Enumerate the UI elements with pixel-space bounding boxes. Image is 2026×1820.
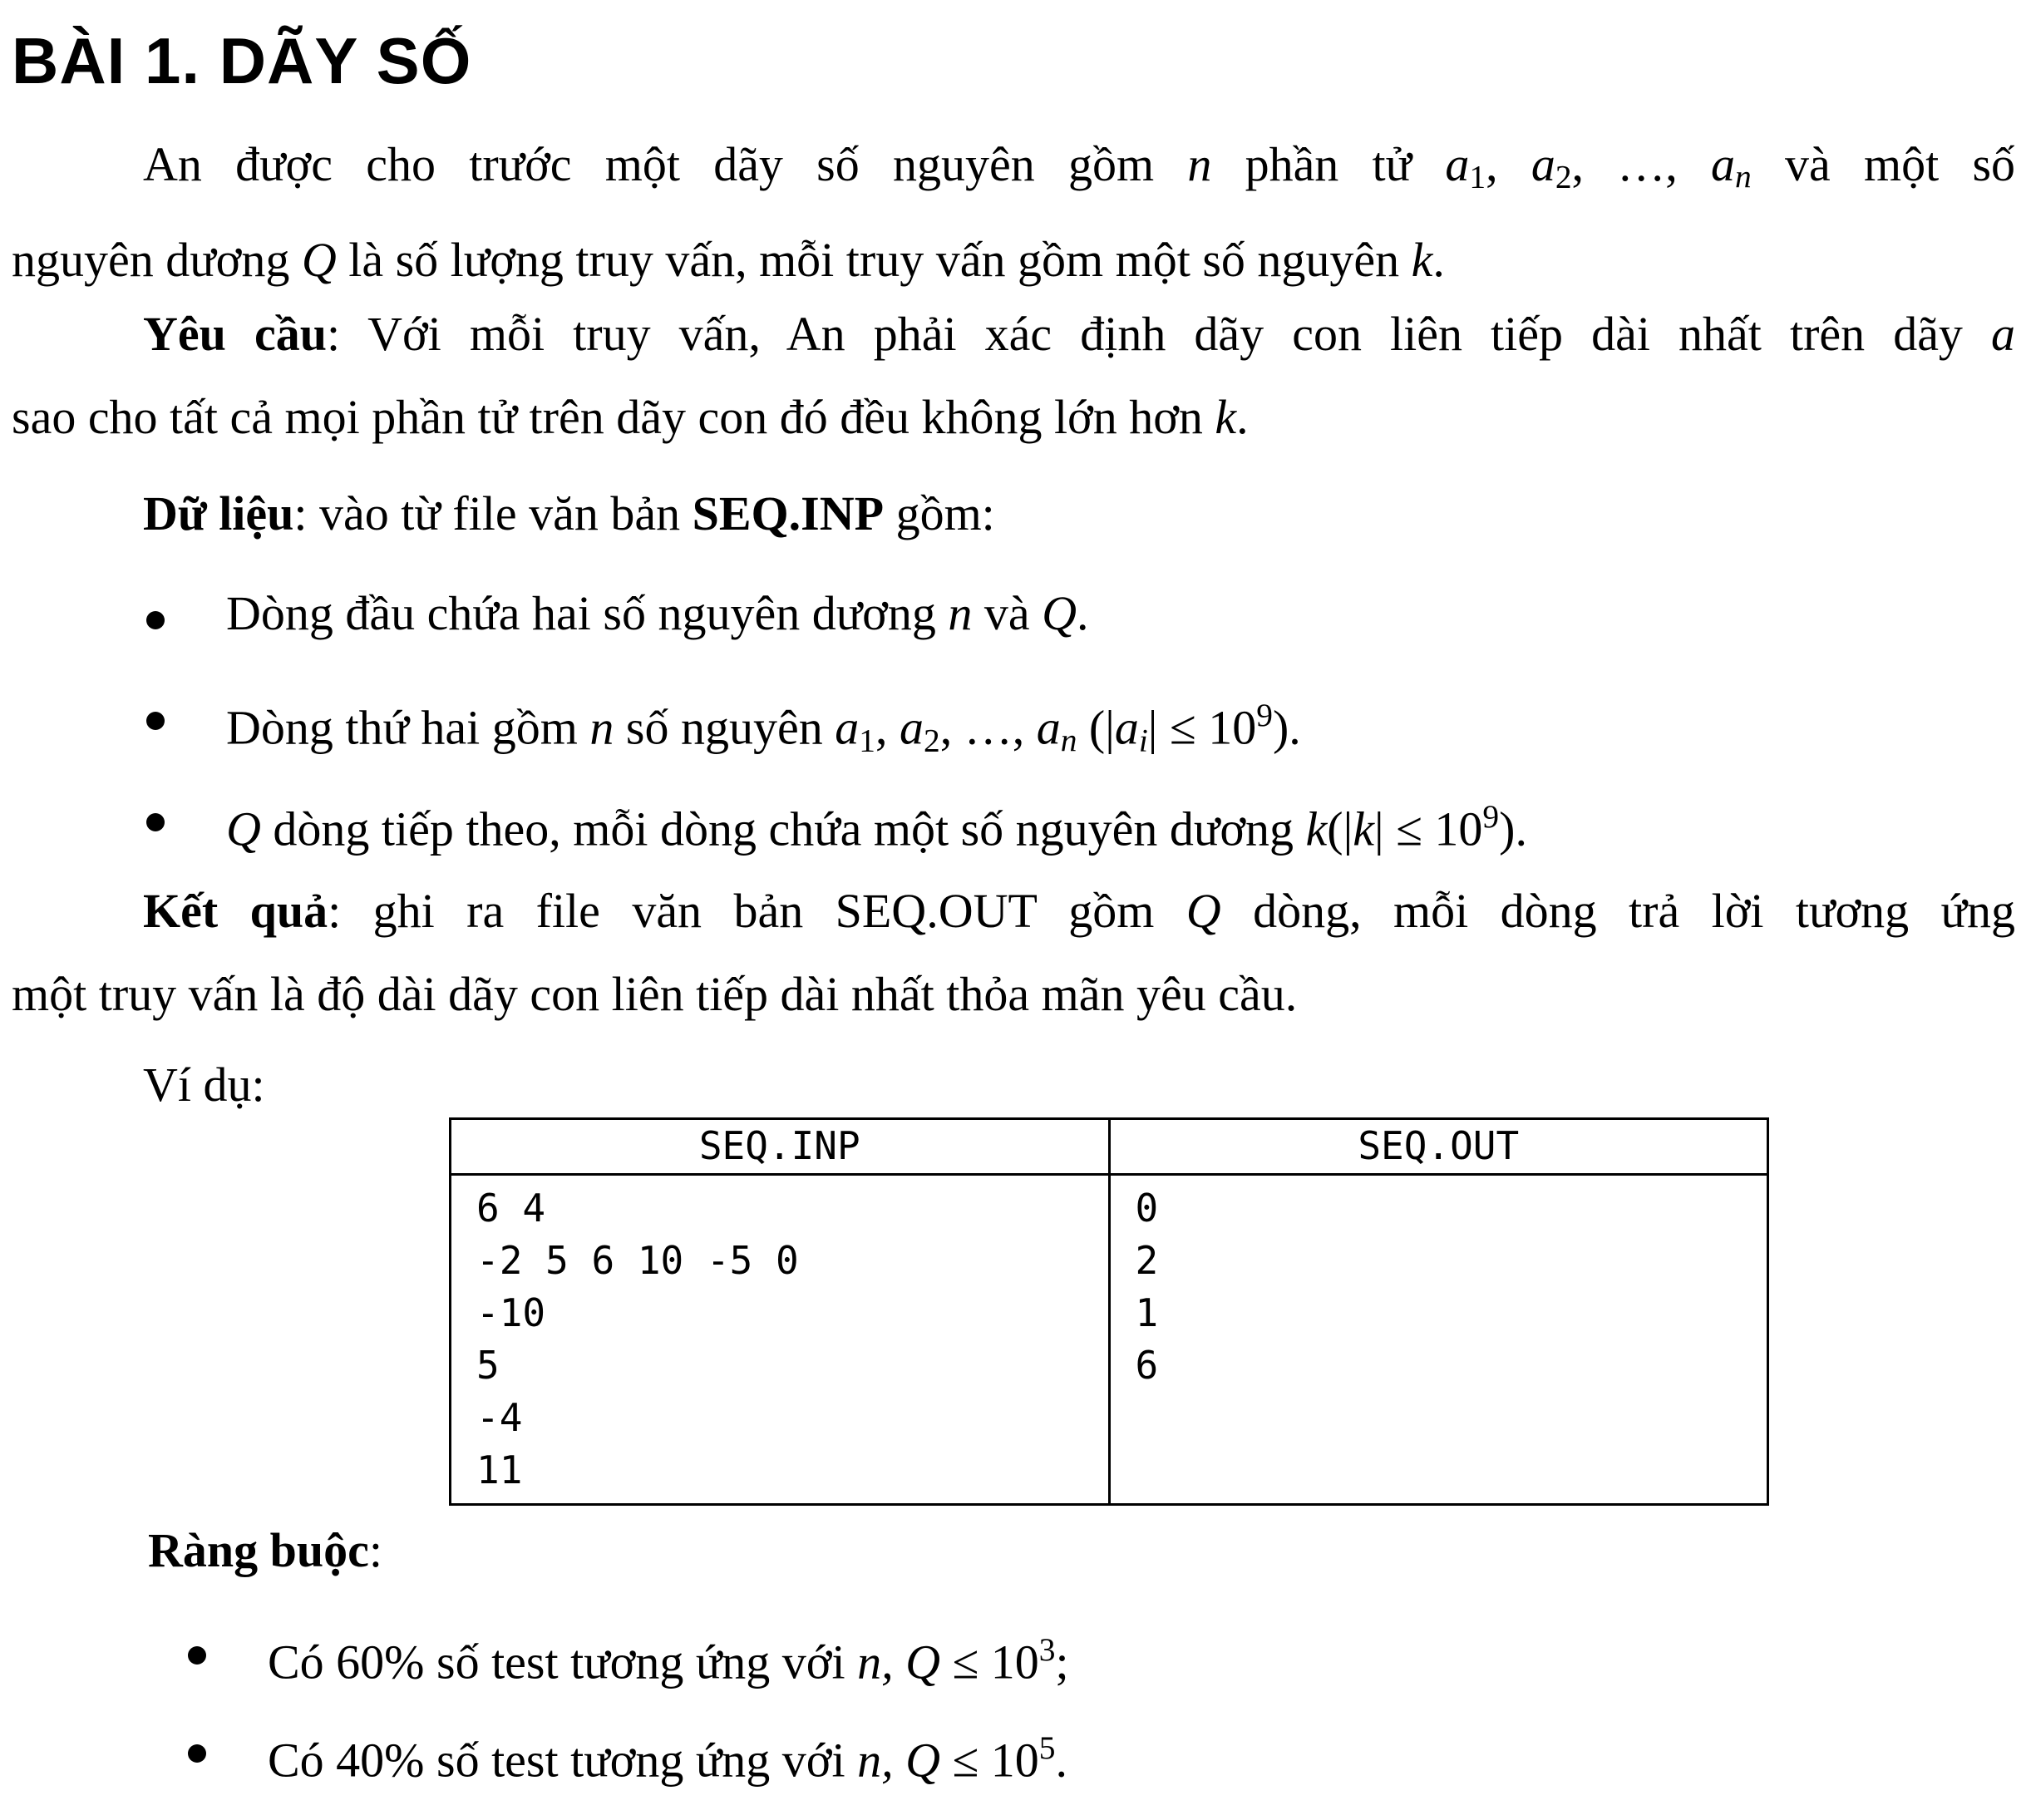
intro-line-1: An được cho trước một dãy số nguyên gồm n phần tử a1, a2, …, $a_n$ và một số [143,137,2016,195]
bullet-dot [146,611,165,629]
problem-title: BÀI 1. DÃY SỐ [12,24,472,97]
example-table [449,1117,1769,1506]
input-line: 11 [476,1448,523,1492]
bullet-dot [188,1646,206,1665]
bullet-dot [188,1744,206,1763]
constraint-2: Có 40% số test tương ứng với n, $Q \le 10^5$. [268,1729,1068,1788]
requirement-paragraph [12,293,2015,459]
output-line: 6 [1135,1343,1159,1388]
output-line-1: Kết quả: ghi ra file văn bản SEQ.OUT gồm Q dòng, mỗi dòng trả lời tương ứng [143,884,2015,938]
output-line-2: một truy vấn là độ dài dãy con liên tiếp dài nhất thỏa mãn yêu cầu. [12,967,1298,1021]
input-bullet-3: Q dòng tiếp theo, mỗi dòng chứa một số nguyên dương $k(|k| \le 10^9)$. [226,798,1527,856]
output-line: 0 [1135,1186,1159,1231]
input-line: -2 5 6 10 -5 0 [476,1238,799,1283]
bullet-dot [146,813,165,831]
requirement-line-2: sao cho tất cả mọi phần tử trên dãy con đó đều không lớn hơn k. [12,390,1249,444]
constraints-heading: Ràng buộc: [148,1523,383,1577]
constraint-1: Có 60% số test tương ứng với n, $Q \le 10^3$; [268,1631,1069,1689]
output-line: 1 [1135,1290,1159,1335]
output-line: 2 [1135,1238,1159,1283]
table-cell-output [1109,1175,1768,1505]
input-line: 5 [476,1343,500,1388]
input-line: -4 [476,1395,523,1440]
table-cell-input [451,1175,1110,1505]
table-header-output: SEQ.OUT [1109,1119,1768,1175]
input-bullet-1: Dòng đầu chứa hai số nguyên dương n và Q. [226,586,1089,640]
example-label: Ví dụ: [143,1058,265,1112]
input-line: 6 4 [476,1186,546,1231]
output-paragraph [12,870,2015,1036]
input-heading: Dữ liệu: vào từ file văn bản SEQ.INP gồm: [143,486,995,540]
intro-paragraph [12,123,2015,302]
requirement-line-1: Yêu cầu: Với mỗi truy vấn, An phải xác định dãy con liên tiếp dài nhất trên dãy a [143,307,2016,361]
input-bullet-2: Dòng thứ hai gồm n số nguyên a1, a2, …, $a_n$ $(|a_i| \le 10^9)$. [226,697,1301,759]
table-header-input: SEQ.INP [451,1119,1110,1175]
input-line: -10 [476,1290,546,1335]
intro-line-2: nguyên dương Q là số lượng truy vấn, mỗi truy vấn gồm một số nguyên k. [12,232,1445,287]
bullet-dot [146,712,165,730]
